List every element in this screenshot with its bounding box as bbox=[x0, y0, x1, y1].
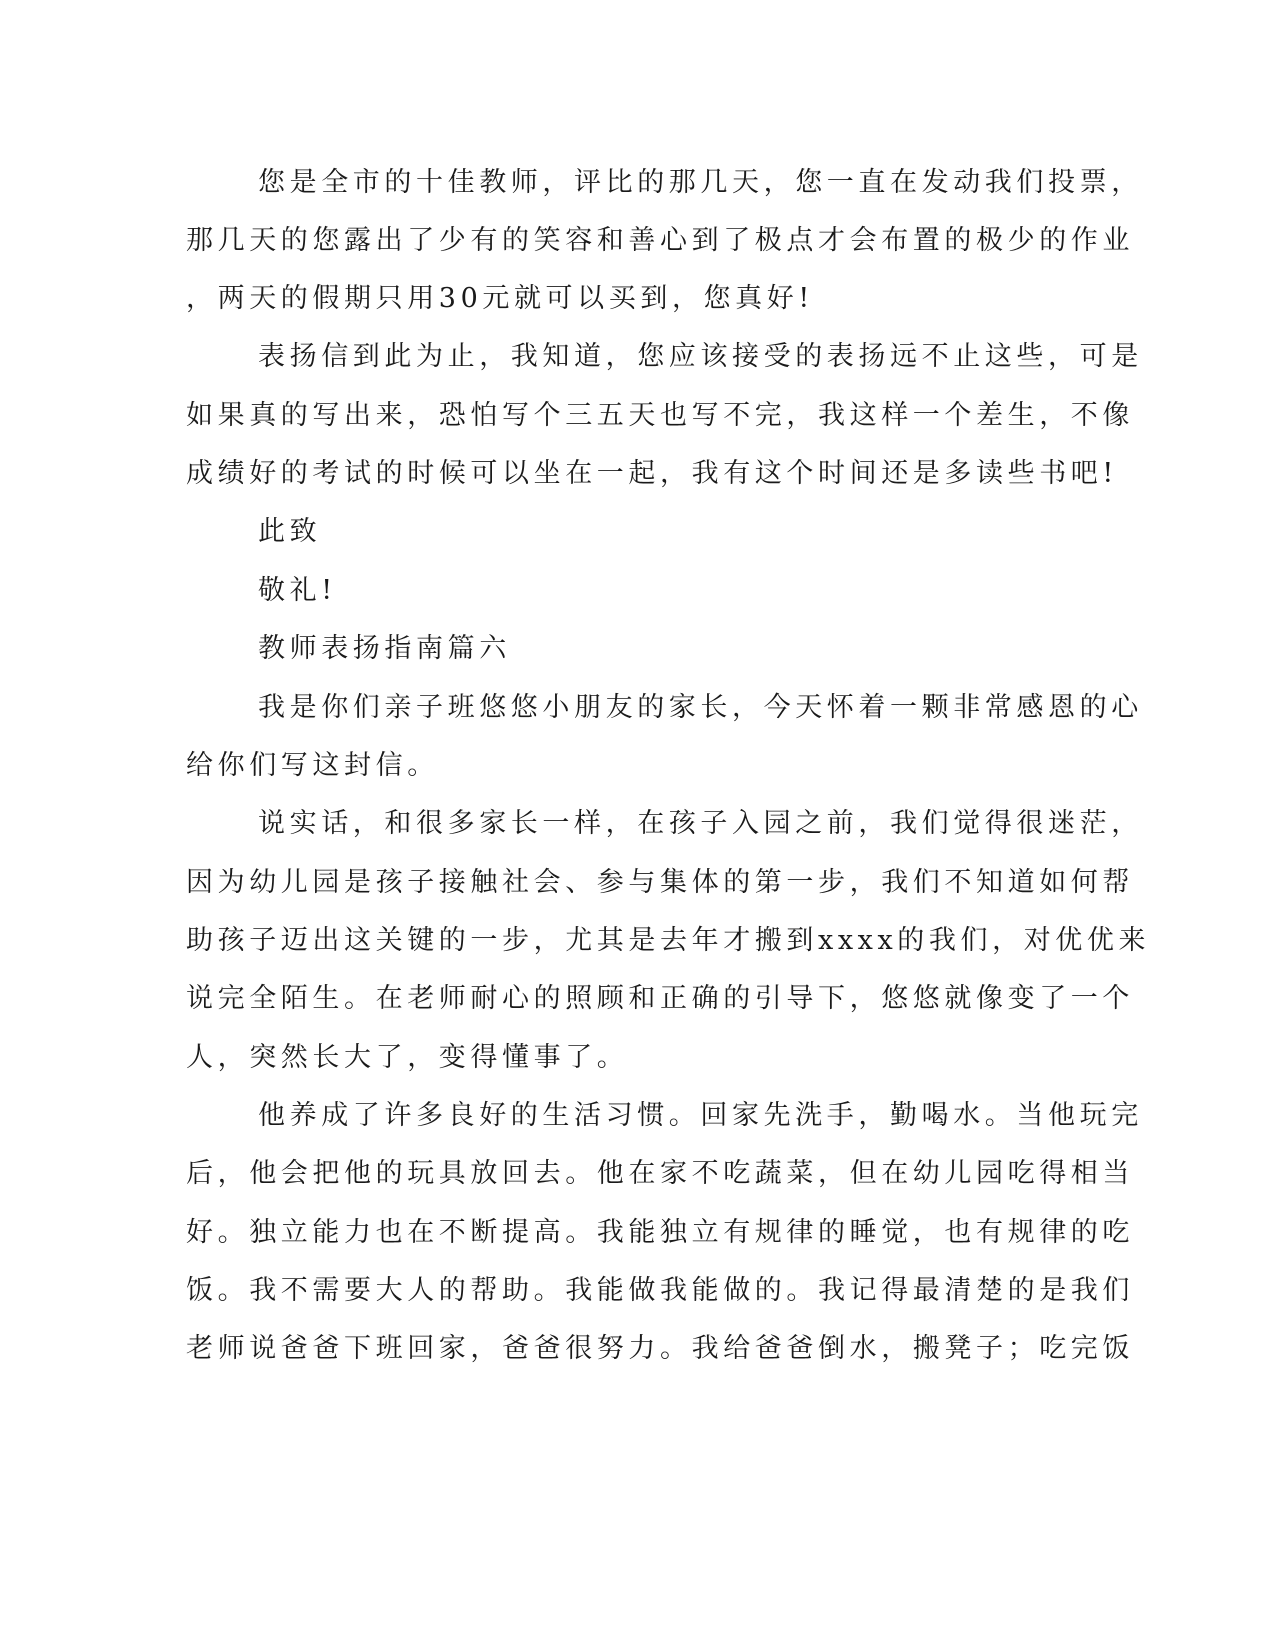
text-line: 那几天的您露出了少有的笑容和善心到了极点才会布置的极少的作业 bbox=[186, 225, 1134, 256]
text-line: 您是全市的十佳教师，评比的那几天，您一直在发动我们投票， bbox=[258, 167, 1143, 198]
text-line: 我是你们亲子班悠悠小朋友的家长，今天怀着一颗非常感恩的心 bbox=[258, 692, 1143, 723]
text-line: 表扬信到此为止，我知道，您应该接受的表扬远不止这些，可是 bbox=[258, 341, 1143, 372]
text-line: 给你们写这封信。 bbox=[186, 750, 439, 781]
text-line: 饭。我不需要大人的帮助。我能做我能做的。我记得最清楚的是我们 bbox=[186, 1275, 1134, 1306]
text-line: 如果真的写出来，恐怕写个三五天也写不完，我这样一个差生，不像 bbox=[186, 400, 1134, 431]
text-line: 说实话，和很多家长一样，在孩子入园之前，我们觉得很迷茫， bbox=[258, 808, 1143, 839]
text-line: 助孩子迈出这关键的一步，尤其是去年才搬到xxxx的我们，对优优来 bbox=[186, 925, 1151, 956]
text-line: 说完全陌生。在老师耐心的照顾和正确的引导下，悠悠就像变了一个 bbox=[186, 983, 1134, 1014]
text-line: 后，他会把他的玩具放回去。他在家不吃蔬菜，但在幼儿园吃得相当 bbox=[186, 1158, 1134, 1189]
text-line: 老师说爸爸下班回家，爸爸很努力。我给爸爸倒水，搬凳子；吃完饭 bbox=[186, 1333, 1134, 1364]
text-line: ，两天的假期只用30元就可以买到，您真好! bbox=[186, 283, 814, 314]
text-line: 成绩好的考试的时候可以坐在一起，我有这个时间还是多读些书吧! bbox=[186, 458, 1118, 489]
text-line: 他养成了许多良好的生活习惯。回家先洗手，勤喝水。当他玩完 bbox=[258, 1100, 1143, 1131]
closing-salutation: 此致 bbox=[258, 516, 322, 547]
text-line: 好。独立能力也在不断提高。我能独立有规律的睡觉，也有规律的吃 bbox=[186, 1217, 1134, 1248]
closing-regards: 敬礼! bbox=[258, 575, 337, 606]
section-heading: 教师表扬指南篇六 bbox=[258, 633, 511, 664]
text-line: 因为幼儿园是孩子接触社会、参与集体的第一步，我们不知道如何帮 bbox=[186, 867, 1134, 898]
text-line: 人，突然长大了，变得懂事了。 bbox=[186, 1042, 629, 1073]
